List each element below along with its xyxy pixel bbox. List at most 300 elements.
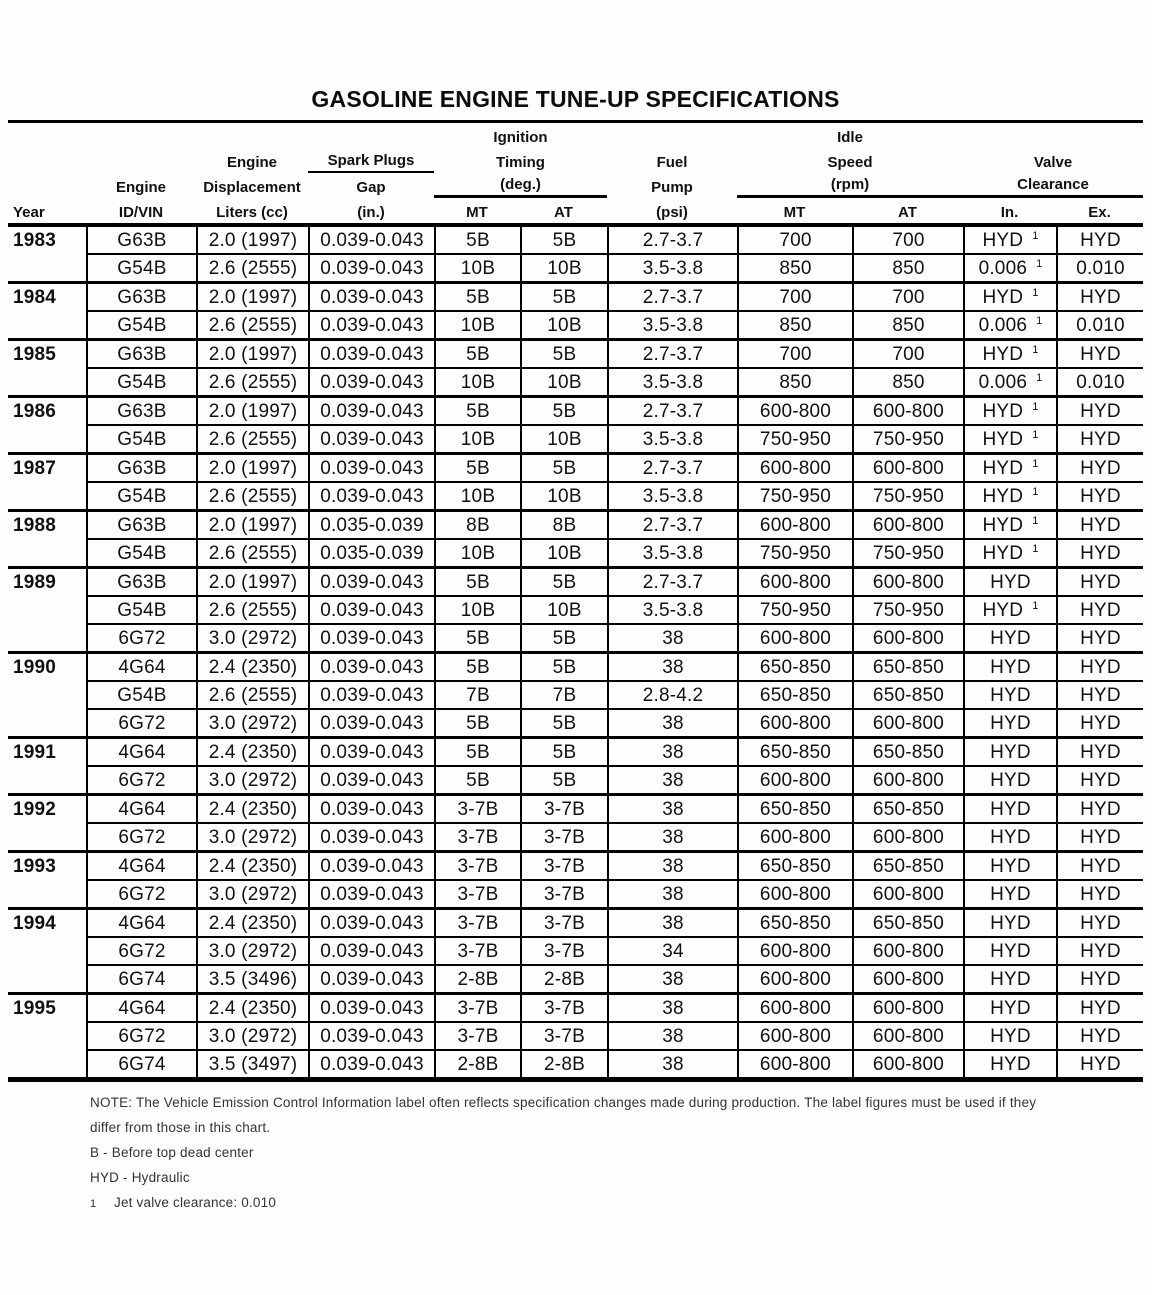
year-group-1985 bbox=[8, 338, 1143, 395]
engine-id-cell: G54B bbox=[86, 481, 196, 509]
jet-valve-footnote-marker: 1 bbox=[1032, 515, 1039, 527]
valve-in-cell: HYD bbox=[963, 822, 1056, 850]
displacement-cell: 2.6 (2555) bbox=[196, 424, 308, 452]
fuel-pump-cell: 2.7-3.7 bbox=[607, 569, 737, 595]
idle-at-cell: 750-950 bbox=[852, 595, 963, 623]
displacement-cell: 3.0 (2972) bbox=[196, 623, 308, 651]
valve-in-cell: HYD 1 bbox=[963, 227, 1056, 253]
valve-ex-cell: HYD bbox=[1056, 512, 1143, 538]
ignition-mt-cell: 3-7B bbox=[434, 822, 520, 850]
table-row bbox=[8, 227, 1143, 253]
valve-ex-cell: HYD bbox=[1056, 936, 1143, 964]
valve-in-cell: HYD 1 bbox=[963, 284, 1056, 310]
displacement-cell: 3.5 (3497) bbox=[196, 1049, 308, 1077]
header-fuel: Fuel bbox=[656, 154, 688, 171]
displacement-cell: 2.0 (1997) bbox=[196, 227, 308, 253]
fuel-pump-cell: 38 bbox=[607, 1021, 737, 1049]
header-gap: Gap bbox=[356, 179, 386, 196]
idle-at-cell: 750-950 bbox=[852, 481, 963, 509]
idle-at-cell: 600-800 bbox=[852, 1049, 963, 1077]
table-row bbox=[8, 853, 1143, 879]
displacement-cell: 3.5 (3496) bbox=[196, 964, 308, 992]
ignition-at-cell: 7B bbox=[520, 680, 607, 708]
fuel-pump-cell: 38 bbox=[607, 708, 737, 736]
valve-in-cell: HYD bbox=[963, 680, 1056, 708]
header-gap-in: (in.) bbox=[357, 204, 385, 221]
header-idle-mt: MT bbox=[783, 204, 806, 221]
idle-mt-cell: 700 bbox=[737, 227, 852, 253]
displacement-cell: 2.0 (1997) bbox=[196, 398, 308, 424]
table-row bbox=[8, 995, 1143, 1021]
notes bbox=[90, 1096, 1143, 1211]
table-row bbox=[8, 936, 1143, 964]
spark-gap-cell: 0.039-0.043 bbox=[308, 1021, 434, 1049]
engine-id-cell: 6G74 bbox=[86, 964, 196, 992]
header-idle-at: AT bbox=[898, 204, 917, 221]
idle-at-cell: 700 bbox=[852, 227, 963, 253]
ignition-mt-cell: 10B bbox=[434, 310, 520, 338]
year-cell bbox=[8, 367, 86, 395]
year-cell bbox=[8, 424, 86, 452]
valve-in-cell: HYD 1 bbox=[963, 455, 1056, 481]
jet-valve-footnote-marker: 1 bbox=[1036, 258, 1043, 270]
idle-at-cell: 600-800 bbox=[852, 765, 963, 793]
idle-at-cell: 700 bbox=[852, 284, 963, 310]
fuel-pump-cell: 2.8-4.2 bbox=[607, 680, 737, 708]
table-row bbox=[8, 424, 1143, 452]
engine-id-cell: G54B bbox=[86, 424, 196, 452]
valve-in-cell: HYD bbox=[963, 936, 1056, 964]
table-row bbox=[8, 879, 1143, 907]
idle-mt-cell: 650-850 bbox=[737, 910, 852, 936]
year-group-1988 bbox=[8, 509, 1143, 566]
table-row bbox=[8, 964, 1143, 992]
engine-id-cell: 4G64 bbox=[86, 995, 196, 1021]
displacement-cell: 2.6 (2555) bbox=[196, 367, 308, 395]
header-timing: Timing bbox=[496, 154, 545, 171]
idle-mt-cell: 850 bbox=[737, 253, 852, 281]
jet-valve-footnote-marker: 1 bbox=[1032, 486, 1039, 498]
idle-mt-cell: 600-800 bbox=[737, 512, 852, 538]
engine-id-cell: G63B bbox=[86, 398, 196, 424]
spark-gap-cell: 0.039-0.043 bbox=[308, 708, 434, 736]
engine-id-cell: 6G72 bbox=[86, 822, 196, 850]
spark-gap-cell: 0.039-0.043 bbox=[308, 284, 434, 310]
idle-mt-cell: 650-850 bbox=[737, 739, 852, 765]
displacement-cell: 2.4 (2350) bbox=[196, 853, 308, 879]
spark-gap-cell: 0.039-0.043 bbox=[308, 936, 434, 964]
jet-valve-footnote-marker: 1 bbox=[1032, 429, 1039, 441]
valve-in-cell: 0.006 1 bbox=[963, 253, 1056, 281]
ignition-at-cell: 5B bbox=[520, 341, 607, 367]
table-body bbox=[8, 223, 1143, 1082]
ignition-mt-cell: 3-7B bbox=[434, 879, 520, 907]
engine-id-cell: G54B bbox=[86, 253, 196, 281]
spark-gap-cell: 0.039-0.043 bbox=[308, 341, 434, 367]
year-cell bbox=[8, 964, 86, 992]
jet-valve-footnote-marker: 1 bbox=[1032, 458, 1039, 470]
spark-gap-cell: 0.039-0.043 bbox=[308, 995, 434, 1021]
table-row bbox=[8, 623, 1143, 651]
engine-id-cell: 4G64 bbox=[86, 796, 196, 822]
year-cell bbox=[8, 623, 86, 651]
displacement-cell: 2.6 (2555) bbox=[196, 481, 308, 509]
ignition-at-cell: 10B bbox=[520, 367, 607, 395]
fuel-pump-cell: 2.7-3.7 bbox=[607, 512, 737, 538]
ignition-at-cell: 3-7B bbox=[520, 822, 607, 850]
ignition-at-cell: 3-7B bbox=[520, 995, 607, 1021]
valve-ex-cell: HYD bbox=[1056, 680, 1143, 708]
spark-gap-cell: 0.039-0.043 bbox=[308, 455, 434, 481]
ignition-at-cell: 5B bbox=[520, 284, 607, 310]
valve-ex-cell: 0.010 bbox=[1056, 253, 1143, 281]
idle-at-cell: 700 bbox=[852, 341, 963, 367]
fuel-pump-cell: 38 bbox=[607, 765, 737, 793]
year-cell bbox=[8, 481, 86, 509]
fuel-pump-cell: 3.5-3.8 bbox=[607, 367, 737, 395]
year-group-1992 bbox=[8, 793, 1143, 850]
header-displacement: Displacement bbox=[203, 179, 301, 196]
valve-ex-cell: HYD bbox=[1056, 284, 1143, 310]
engine-id-cell: 4G64 bbox=[86, 739, 196, 765]
valve-in-cell: HYD bbox=[963, 796, 1056, 822]
header-ignition-at: AT bbox=[554, 204, 573, 221]
footnote-text: Jet valve clearance: 0.010 bbox=[114, 1195, 277, 1210]
note-line-4: HYD - Hydraulic bbox=[90, 1170, 190, 1185]
spark-gap-cell: 0.039-0.043 bbox=[308, 227, 434, 253]
table-row bbox=[8, 739, 1143, 765]
ignition-mt-cell: 10B bbox=[434, 424, 520, 452]
fuel-pump-cell: 38 bbox=[607, 654, 737, 680]
valve-ex-cell: 0.010 bbox=[1056, 367, 1143, 395]
jet-valve-footnote-marker: 1 bbox=[1032, 600, 1039, 612]
valve-ex-cell: HYD bbox=[1056, 879, 1143, 907]
ignition-mt-cell: 5B bbox=[434, 455, 520, 481]
valve-in-cell: HYD 1 bbox=[963, 595, 1056, 623]
displacement-cell: 3.0 (2972) bbox=[196, 936, 308, 964]
header-valve-ex: Ex. bbox=[1088, 204, 1111, 221]
valve-ex-cell: HYD bbox=[1056, 796, 1143, 822]
ignition-mt-cell: 5B bbox=[434, 708, 520, 736]
idle-mt-cell: 650-850 bbox=[737, 654, 852, 680]
engine-id-cell: 4G64 bbox=[86, 853, 196, 879]
engine-id-cell: 6G74 bbox=[86, 1049, 196, 1077]
year-cell: 1994 bbox=[13, 912, 57, 934]
year-cell bbox=[8, 680, 86, 708]
table-row bbox=[8, 680, 1143, 708]
year-cell: 1991 bbox=[13, 741, 57, 763]
valve-ex-cell: HYD bbox=[1056, 227, 1143, 253]
ignition-at-cell: 5B bbox=[520, 708, 607, 736]
year-cell bbox=[8, 879, 86, 907]
year-group-1989 bbox=[8, 566, 1143, 651]
spark-gap-cell: 0.039-0.043 bbox=[308, 481, 434, 509]
year-cell: 1987 bbox=[13, 457, 57, 479]
table-row bbox=[8, 654, 1143, 680]
valve-ex-cell: HYD bbox=[1056, 1021, 1143, 1049]
idle-mt-cell: 600-800 bbox=[737, 936, 852, 964]
year-group-1983 bbox=[8, 227, 1143, 281]
fuel-pump-cell: 2.7-3.7 bbox=[607, 398, 737, 424]
idle-mt-cell: 600-800 bbox=[737, 765, 852, 793]
spark-gap-cell: 0.039-0.043 bbox=[308, 424, 434, 452]
ignition-mt-cell: 5B bbox=[434, 654, 520, 680]
valve-in-cell: HYD bbox=[963, 569, 1056, 595]
idle-mt-cell: 600-800 bbox=[737, 455, 852, 481]
idle-at-cell: 600-800 bbox=[852, 1021, 963, 1049]
jet-valve-footnote-marker: 1 bbox=[1032, 287, 1039, 299]
fuel-pump-cell: 3.5-3.8 bbox=[607, 424, 737, 452]
displacement-cell: 3.0 (2972) bbox=[196, 1021, 308, 1049]
spark-gap-cell: 0.039-0.043 bbox=[308, 964, 434, 992]
displacement-cell: 2.6 (2555) bbox=[196, 310, 308, 338]
ignition-at-cell: 3-7B bbox=[520, 1021, 607, 1049]
valve-in-cell: HYD bbox=[963, 654, 1056, 680]
idle-at-cell: 600-800 bbox=[852, 455, 963, 481]
valve-ex-cell: HYD bbox=[1056, 654, 1143, 680]
table-row bbox=[8, 284, 1143, 310]
engine-id-cell: G63B bbox=[86, 512, 196, 538]
ignition-mt-cell: 3-7B bbox=[434, 910, 520, 936]
ignition-at-cell: 5B bbox=[520, 569, 607, 595]
displacement-cell: 2.4 (2350) bbox=[196, 910, 308, 936]
ignition-mt-cell: 10B bbox=[434, 595, 520, 623]
displacement-cell: 2.6 (2555) bbox=[196, 253, 308, 281]
displacement-cell: 2.6 (2555) bbox=[196, 680, 308, 708]
valve-in-cell: HYD bbox=[963, 739, 1056, 765]
engine-id-cell: 6G72 bbox=[86, 936, 196, 964]
spark-gap-cell: 0.039-0.043 bbox=[308, 765, 434, 793]
idle-at-cell: 850 bbox=[852, 253, 963, 281]
valve-ex-cell: 0.010 bbox=[1056, 310, 1143, 338]
valve-ex-cell: HYD bbox=[1056, 341, 1143, 367]
year-cell: 1986 bbox=[13, 400, 57, 422]
spark-gap-cell: 0.039-0.043 bbox=[308, 796, 434, 822]
engine-id-cell: G63B bbox=[86, 341, 196, 367]
valve-ex-cell: HYD bbox=[1056, 595, 1143, 623]
jet-valve-footnote-marker: 1 bbox=[1032, 344, 1039, 356]
idle-at-cell: 650-850 bbox=[852, 680, 963, 708]
valve-in-cell: HYD 1 bbox=[963, 424, 1056, 452]
table-row bbox=[8, 1049, 1143, 1077]
idle-mt-cell: 750-950 bbox=[737, 424, 852, 452]
table-row bbox=[8, 367, 1143, 395]
valve-in-cell: HYD bbox=[963, 910, 1056, 936]
ignition-mt-cell: 3-7B bbox=[434, 1021, 520, 1049]
idle-mt-cell: 600-800 bbox=[737, 398, 852, 424]
valve-ex-cell: HYD bbox=[1056, 481, 1143, 509]
year-cell: 1984 bbox=[13, 286, 57, 308]
header-spark-plugs: Spark Plugs bbox=[308, 148, 434, 173]
table-row bbox=[8, 765, 1143, 793]
displacement-cell: 2.4 (2350) bbox=[196, 995, 308, 1021]
idle-at-cell: 650-850 bbox=[852, 654, 963, 680]
fuel-pump-cell: 3.5-3.8 bbox=[607, 595, 737, 623]
ignition-mt-cell: 5B bbox=[434, 398, 520, 424]
spark-gap-cell: 0.039-0.043 bbox=[308, 680, 434, 708]
ignition-at-cell: 3-7B bbox=[520, 796, 607, 822]
displacement-cell: 2.0 (1997) bbox=[196, 284, 308, 310]
header-rpm: (rpm) bbox=[737, 173, 963, 198]
header-engine-disp-l1: Engine bbox=[226, 154, 277, 171]
year-cell bbox=[8, 1021, 86, 1049]
valve-ex-cell: HYD bbox=[1056, 910, 1143, 936]
ignition-at-cell: 5B bbox=[520, 765, 607, 793]
year-group-1984 bbox=[8, 281, 1143, 338]
spark-gap-cell: 0.039-0.043 bbox=[308, 253, 434, 281]
year-cell: 1990 bbox=[13, 656, 57, 678]
valve-in-cell: HYD bbox=[963, 964, 1056, 992]
year-cell bbox=[8, 595, 86, 623]
ignition-mt-cell: 10B bbox=[434, 253, 520, 281]
valve-in-cell: HYD bbox=[963, 765, 1056, 793]
engine-id-cell: 6G72 bbox=[86, 765, 196, 793]
header-liters-cc: Liters (cc) bbox=[216, 204, 288, 221]
ignition-mt-cell: 3-7B bbox=[434, 995, 520, 1021]
idle-at-cell: 850 bbox=[852, 367, 963, 395]
valve-ex-cell: HYD bbox=[1056, 398, 1143, 424]
ignition-mt-cell: 3-7B bbox=[434, 936, 520, 964]
spark-gap-cell: 0.039-0.043 bbox=[308, 654, 434, 680]
idle-mt-cell: 600-800 bbox=[737, 708, 852, 736]
engine-id-cell: 6G72 bbox=[86, 1021, 196, 1049]
engine-id-cell: 6G72 bbox=[86, 879, 196, 907]
displacement-cell: 2.4 (2350) bbox=[196, 739, 308, 765]
fuel-pump-cell: 2.7-3.7 bbox=[607, 341, 737, 367]
spark-gap-cell: 0.035-0.039 bbox=[308, 512, 434, 538]
fuel-pump-cell: 3.5-3.8 bbox=[607, 253, 737, 281]
table-row bbox=[8, 796, 1143, 822]
engine-id-cell: G54B bbox=[86, 367, 196, 395]
valve-ex-cell: HYD bbox=[1056, 995, 1143, 1021]
ignition-mt-cell: 10B bbox=[434, 481, 520, 509]
ignition-mt-cell: 2-8B bbox=[434, 964, 520, 992]
year-group-1986 bbox=[8, 395, 1143, 452]
valve-ex-cell: HYD bbox=[1056, 853, 1143, 879]
footnote-marker: 1 bbox=[90, 1198, 97, 1210]
idle-mt-cell: 600-800 bbox=[737, 879, 852, 907]
spark-gap-cell: 0.039-0.043 bbox=[308, 853, 434, 879]
ignition-at-cell: 3-7B bbox=[520, 853, 607, 879]
note-line-1: NOTE: The Vehicle Emission Control Information label often reflects specification changes made during production. The label figures must be used if they bbox=[90, 1095, 1037, 1110]
ignition-at-cell: 5B bbox=[520, 398, 607, 424]
idle-at-cell: 600-800 bbox=[852, 512, 963, 538]
spark-gap-cell: 0.039-0.043 bbox=[308, 310, 434, 338]
displacement-cell: 2.0 (1997) bbox=[196, 341, 308, 367]
idle-at-cell: 600-800 bbox=[852, 879, 963, 907]
engine-id-cell: 4G64 bbox=[86, 654, 196, 680]
idle-mt-cell: 750-950 bbox=[737, 595, 852, 623]
displacement-cell: 2.0 (1997) bbox=[196, 569, 308, 595]
ignition-at-cell: 5B bbox=[520, 227, 607, 253]
fuel-pump-cell: 2.7-3.7 bbox=[607, 284, 737, 310]
idle-at-cell: 600-800 bbox=[852, 936, 963, 964]
ignition-at-cell: 8B bbox=[520, 512, 607, 538]
ignition-at-cell: 5B bbox=[520, 739, 607, 765]
table-row bbox=[8, 481, 1143, 509]
year-cell bbox=[8, 822, 86, 850]
valve-in-cell: 0.006 1 bbox=[963, 310, 1056, 338]
ignition-at-cell: 10B bbox=[520, 538, 607, 566]
valve-ex-cell: HYD bbox=[1056, 424, 1143, 452]
ignition-at-cell: 3-7B bbox=[520, 910, 607, 936]
year-cell: 1989 bbox=[13, 571, 57, 593]
engine-id-cell: G54B bbox=[86, 595, 196, 623]
displacement-cell: 3.0 (2972) bbox=[196, 765, 308, 793]
valve-in-cell: HYD bbox=[963, 1049, 1056, 1077]
valve-in-cell: HYD 1 bbox=[963, 481, 1056, 509]
ignition-mt-cell: 5B bbox=[434, 284, 520, 310]
ignition-mt-cell: 8B bbox=[434, 512, 520, 538]
engine-id-cell: G63B bbox=[86, 455, 196, 481]
fuel-pump-cell: 38 bbox=[607, 822, 737, 850]
engine-id-cell: 6G72 bbox=[86, 623, 196, 651]
fuel-pump-cell: 38 bbox=[607, 739, 737, 765]
fuel-pump-cell: 38 bbox=[607, 1049, 737, 1077]
ignition-mt-cell: 5B bbox=[434, 569, 520, 595]
footnote-line bbox=[90, 1196, 1143, 1211]
spark-gap-cell: 0.039-0.043 bbox=[308, 910, 434, 936]
year-group-1991 bbox=[8, 736, 1143, 793]
idle-mt-cell: 600-800 bbox=[737, 822, 852, 850]
engine-id-cell: G54B bbox=[86, 310, 196, 338]
spark-gap-cell: 0.039-0.043 bbox=[308, 822, 434, 850]
year-group-1994 bbox=[8, 907, 1143, 992]
year-group-1987 bbox=[8, 452, 1143, 509]
valve-in-cell: HYD bbox=[963, 1021, 1056, 1049]
header-idle: Idle bbox=[837, 129, 863, 146]
table-row bbox=[8, 910, 1143, 936]
ignition-at-cell: 3-7B bbox=[520, 936, 607, 964]
ignition-mt-cell: 2-8B bbox=[434, 1049, 520, 1077]
engine-id-cell: G54B bbox=[86, 680, 196, 708]
displacement-cell: 3.0 (2972) bbox=[196, 879, 308, 907]
idle-mt-cell: 700 bbox=[737, 284, 852, 310]
fuel-pump-cell: 38 bbox=[607, 796, 737, 822]
header-valve: Valve bbox=[1033, 154, 1073, 171]
fuel-pump-cell: 38 bbox=[607, 995, 737, 1021]
spark-gap-cell: 0.039-0.043 bbox=[308, 1049, 434, 1077]
engine-id-cell: G54B bbox=[86, 538, 196, 566]
valve-in-cell: HYD bbox=[963, 708, 1056, 736]
ignition-mt-cell: 5B bbox=[434, 623, 520, 651]
table-row bbox=[8, 595, 1143, 623]
valve-in-cell: HYD bbox=[963, 623, 1056, 651]
valve-ex-cell: HYD bbox=[1056, 455, 1143, 481]
ignition-mt-cell: 10B bbox=[434, 538, 520, 566]
engine-id-cell: 4G64 bbox=[86, 910, 196, 936]
ignition-at-cell: 10B bbox=[520, 424, 607, 452]
idle-mt-cell: 650-850 bbox=[737, 680, 852, 708]
ignition-mt-cell: 3-7B bbox=[434, 853, 520, 879]
fuel-pump-cell: 38 bbox=[607, 910, 737, 936]
jet-valve-footnote-marker: 1 bbox=[1036, 372, 1043, 384]
fuel-pump-cell: 38 bbox=[607, 853, 737, 879]
ignition-at-cell: 10B bbox=[520, 253, 607, 281]
idle-mt-cell: 600-800 bbox=[737, 623, 852, 651]
page-title: GASOLINE ENGINE TUNE-UP SPECIFICATIONS bbox=[311, 86, 840, 112]
idle-mt-cell: 600-800 bbox=[737, 569, 852, 595]
valve-in-cell: HYD bbox=[963, 853, 1056, 879]
displacement-cell: 2.6 (2555) bbox=[196, 538, 308, 566]
ignition-at-cell: 10B bbox=[520, 595, 607, 623]
spark-gap-cell: 0.039-0.043 bbox=[308, 398, 434, 424]
ignition-at-cell: 3-7B bbox=[520, 879, 607, 907]
valve-in-cell: HYD 1 bbox=[963, 512, 1056, 538]
spark-gap-cell: 0.039-0.043 bbox=[308, 623, 434, 651]
valve-ex-cell: HYD bbox=[1056, 538, 1143, 566]
fuel-pump-cell: 38 bbox=[607, 879, 737, 907]
